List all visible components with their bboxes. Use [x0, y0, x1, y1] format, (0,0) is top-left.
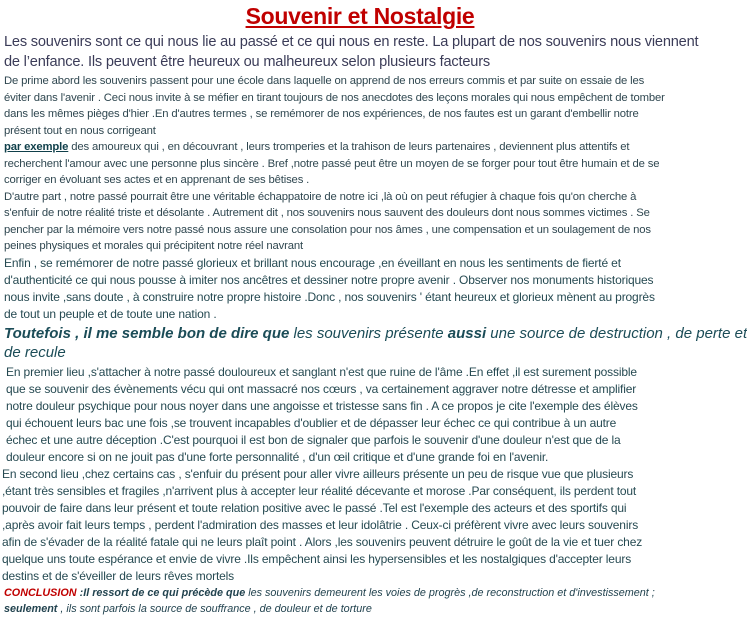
text-segment: En premier lieu ,s'attacher à notre passé douloureux et sanglant n'est que ruine de l'âme .En effet ,il est surement possible	[6, 364, 637, 379]
text-segment: peines physiques et morales qui précipitent notre réel navrant	[4, 240, 304, 252]
paragraph-en-premier-lieu	[6, 364, 716, 466]
text-line	[4, 106, 716, 123]
paragraph-toutefois	[4, 324, 747, 362]
text-segment: afin de s'évader de la réalité fatale qui ne leurs plaît point . Alors ,les souvenirs peuvent détruire le goût de la vie et tuer chez	[2, 534, 643, 549]
paragraph-conclusion	[4, 585, 716, 617]
text-line	[4, 32, 716, 52]
text-line	[4, 139, 716, 156]
text-line	[6, 398, 716, 415]
text-segment: Enfin , se remémorer de notre passé glorieux et brillant nous encourage ,en éveillant en nous les sentiments de fierté et	[4, 255, 621, 270]
text-line	[2, 568, 716, 585]
text-line	[6, 449, 716, 466]
paragraph-de-prime-abord	[4, 73, 716, 139]
text-segment: des amoureux qui , en découvrant , leurs tromperies et la trahison de leurs partenaires , deviennent plus attentifs et	[68, 141, 630, 153]
text-segment: aussi	[447, 324, 487, 342]
paragraph-en-second-lieu	[2, 466, 716, 585]
paragraph-d-autre-part	[4, 189, 716, 255]
text-segment: d'authenticité ce qui nous pousse à imiter nos ancêtres et dessiner notre propre avenir . Observer nos monuments historiques	[4, 272, 654, 287]
text-line	[4, 52, 716, 72]
text-segment: échec et une autre déception .C'est pourquoi il est bon de signaler que parfois le souvenir d'une douleur n'est que de la	[6, 432, 621, 447]
text-line	[4, 73, 716, 90]
text-line	[2, 483, 716, 500]
text-segment: notre douleur psychique pour nous noyer dans une angoisse et tristesse sans fin . A ce propos je cite l'exemple des élèves	[6, 398, 638, 413]
text-segment: :	[76, 586, 84, 599]
text-segment: que se souvenir des évènements vécu qui ont massacré nos cœurs , va certainement aggraver notre détresse et amplifier	[6, 381, 637, 396]
text-line	[4, 324, 747, 343]
text-segment: les souvenirs demeurent les voies de progrès ,de reconstruction et d'investissement ;	[245, 586, 655, 599]
text-line	[2, 500, 716, 517]
text-segment: CONCLUSION	[4, 586, 77, 599]
text-line	[6, 364, 716, 381]
document-title: Souvenir et Nostalgie	[245, 3, 475, 29]
text-segment: de recule	[4, 343, 66, 361]
text-line	[2, 534, 716, 551]
text-line	[4, 601, 716, 617]
text-line	[4, 172, 716, 189]
text-segment: pouvoir de faire dans leur présent et toute relation positive avec le passé .Tel est l'exemple des acteurs et des sportifs qui	[2, 500, 627, 515]
text-line	[4, 289, 716, 306]
text-segment: éviter dans l'avenir . Ceci nous invite à se méfier en tirant toujours de nos anecdotes des leçons morales qui nous empêchent de tomber	[4, 91, 665, 104]
text-line	[4, 189, 716, 206]
text-segment: s'enfuir de notre réalité triste et désolante . Autrement dit , nos souvenirs nous sauvent des douleurs dont nous sommes victimes . Se	[4, 207, 650, 219]
text-line	[4, 585, 716, 601]
text-segment: seulement	[4, 602, 58, 615]
text-segment: corriger en évoluant ses actes et en apprenant de ses bêtises .	[4, 174, 310, 186]
text-segment: qui échouent leurs bac une fois ,se trouvent incapables d'oublier et de dépasser leur échec ce qui contribue à un autre	[6, 415, 617, 430]
text-segment: , ils sont parfois la source de souffrance , de douleur et de torture	[57, 602, 372, 615]
text-segment: De prime abord les souvenirs passent pour une école dans laquelle on apprend de nos erreurs commis et par suite on essaie de les	[4, 75, 645, 87]
text-segment: destins et de s'éveiller de leurs rêves mortels	[2, 568, 235, 583]
text-segment: nous invite ,sans doute , à construire notre propre histoire .Donc , nos souvenirs ' étant heureux et glorieux mènent au progrès	[4, 289, 655, 304]
text-line	[4, 255, 716, 272]
text-line	[2, 551, 716, 568]
text-segment: recherchent l'amour avec une personne plus sincère . Bref ,notre passé peut être un moyen de se forger pour tout être humain et de se	[4, 157, 660, 170]
paragraph-intro	[4, 32, 716, 72]
text-line	[2, 517, 716, 534]
text-line	[4, 205, 716, 222]
text-segment: douleur encore si on ne jouit pas d'une forte personnalité , d'un œil critique et d'une grande foi en l'avenir.	[6, 449, 549, 464]
text-line	[6, 415, 716, 432]
text-segment: pencher par la mémoire vers notre passé nous assure une consolation pour nos âmes , une compensation et un soulagement de nos	[4, 223, 651, 236]
text-segment: ,après avoir fait leurs temps , perdent l'admiration des masses et leur idolâtrie . Ceux-ci préfèrent vivre avec leurs souvenirs	[2, 517, 639, 532]
text-segment: dans les mêmes pièges d'hier .En d'autres termes , se remémorer de nos expériences, de nos fautes est un garant d'embellir notre	[4, 108, 639, 120]
text-line	[4, 123, 716, 140]
text-segment: présent tout en nous corrigeant	[4, 124, 156, 137]
text-line	[2, 466, 716, 483]
text-segment: par exemple	[4, 141, 69, 153]
text-line	[4, 306, 716, 323]
text-segment: quelque uns toute espérance et envie de vivre .Ils empêchent ainsi les hypersensibles et les nostalgiques d'accepter leurs	[2, 551, 632, 566]
text-line	[4, 343, 716, 362]
text-segment: Il ressort de ce qui précède que	[83, 586, 246, 599]
text-line	[6, 432, 716, 449]
text-line	[4, 222, 716, 239]
text-line	[4, 156, 716, 173]
text-segment: de tout un peuple et de toute une nation .	[4, 306, 217, 321]
text-segment: ,étant très sensibles et fragiles ,n'arrivent plus à accepter leur réalité décevante et morose .Par conséquent, ils perdent tout	[2, 483, 637, 498]
text-line	[4, 238, 716, 255]
text-segment: une source de destruction , de perte et	[486, 324, 747, 342]
text-segment: D'autre part , notre passé pourrait être une véritable échappatoire de notre ici ,là où on peut réfugier à chaque fois qu'on cherche à	[4, 190, 637, 203]
paragraph-par-exemple	[4, 139, 716, 189]
text-segment: En second lieu ,chez certains cas , s'enfuir du présent pour aller vivre ailleurs présente un peu de risque vue que plusieurs	[2, 466, 634, 481]
text-segment: Les souvenirs sont ce qui nous lie au passé et ce qui nous en reste. La plupart de nos souvenirs nous viennent	[4, 34, 699, 50]
text-segment: de l’enfance. Ils peuvent être heureux ou malheureux selon plusieurs facteurs	[4, 54, 490, 70]
paragraph-enfin	[4, 255, 716, 323]
text-line	[6, 381, 716, 398]
text-segment: Toutefois , il me semble bon de dire que	[4, 324, 290, 342]
text-segment: les souvenirs présente	[289, 324, 448, 342]
text-line	[4, 90, 716, 107]
text-line	[4, 272, 716, 289]
